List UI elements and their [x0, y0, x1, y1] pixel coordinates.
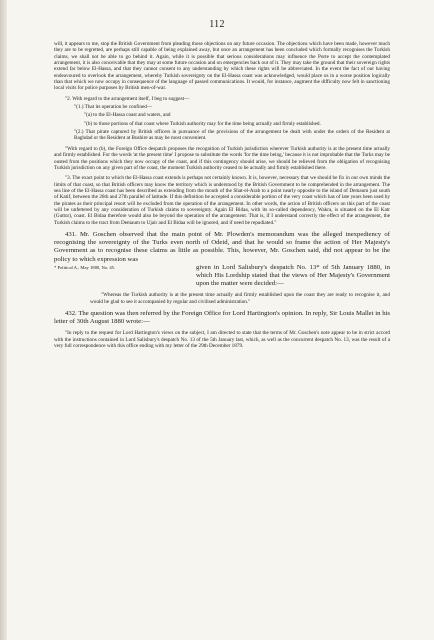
list-item-2: "(2.) That pirate captured by British officers in pursuance of the provisions of the arrangement be dealt with under the orders of the Resident at Baghdad or the Resident at Bushire as may be most convenient. [74, 129, 390, 142]
page-binding-shadow [0, 0, 7, 640]
footnote-reference: * Political A., May 1880, No. 45. [54, 264, 116, 270]
paragraph-431-continued: given in Lord Salisbury's despatch No. 13* of 5th January 1880, in which His Lordship stated that the views of Her Majesty's Government upon the matter were decided:— [196, 263, 390, 288]
page-number: 112 [209, 19, 225, 30]
list-item-b: "(b) to those portions of that coast where Turkish authority may for the time being actually and firmly established. [84, 120, 321, 127]
paragraph-431: 431. Mr. Goschen observed that the main point of Mr. Plowden's memorandum was the alleged inexpediency of recognising the sovereignty of the Turks even north of Odeid, and that he would so frame the action of Her Majesty's Government as to recognise these claims as little as possible. This, however, Mr. Goschen said, did not appear to be the policy to which expression was [54, 230, 390, 263]
paragraph-431-continued-row [54, 264, 390, 289]
list-item-1: "(1.) That its operation be confined— [74, 104, 153, 111]
paragraph-2: "2. With regard to the arrangement itself, I beg to suggest— [65, 95, 190, 102]
paragraph-foreign-office: "With regard to (b), the Foreign Office despatch proposes the recognition of Turkish jurisdiction wherever Turkish authority is at the present time actually and firmly established. For the words 'at the present time' I propose to substitute the words 'for the time being,' because it is not improbable that the Turks may be ousted from the positions which they now occupy of the coast, and if this contingency should arise, we should be relieved from the obligation of recognising Turkish jurisdiction on any given part of the coast, the moment Turkish authority ceased to be actually and firmly established there. [54, 145, 390, 171]
paragraph-432: 432. The question was then referred by the Foreign Office for Lord Hartington's opinion. In reply, Sir Louis Mallet in his letter of 30th August 1880 wrote:— [54, 310, 390, 326]
document-body [54, 41, 390, 349]
quote-431: "Whereas the Turkish authority is at the present time actually and firmly established upon the coast they are ready to recognise it, and would be glad to see it accompanied by regular and civilised administration." [90, 292, 390, 305]
list-item-a: "(a) to the El-Hassa coast and waters, and [84, 112, 171, 119]
paragraph-opening: will, it appears to me, stop the British Government from pleading those objections on any future occasion. The objections which have been made, however much they are to be regretted, are perhaps still capable of being explained away, but once an arrangement has been concluded which formally recognises the Turkish claims, we shall not be able to go behind it. Again, while it is possible that serious considerations may influence the Porte to accept the contemplated arrangement, it is also conceivable that they may at some future occasion and on emergencies back out of it. They may take the ground that their sovereign rights extend far below El-Hassa, and that they cannot consent to any understanding by which these rights will be abbreviated. In the event the fact of our having endeavoured to overlook the arrangement, whereby Turkish sovereignty on the El-Hassa coast was acknowledged, would place us in a worse position logically than that which we now occupy in consequence of the language of passed communications. It would, for instance, augment the difficulty now felt in sanctioning local visits for police purposes by British men-of-war. [54, 41, 390, 92]
paragraph-3: "3. The exact point to which the El-Hassa coast extends is perhaps not certainly known. It is, however, necessary that we should be fix in our own minds the limits of that coast, so that British officers may know the territory which is understood by the British Government to be comprehended in the arrangement. The sea line of the El-Hassa coast has been described as extending from the mouth of the Shat-el-Arab to a point nearly opposite to the island of Demaum just south of Katif, between the 26th and 27th parallel of latitude. If this definition be accepted a considerable portion of the very coast which has of late years been used by the pirates as their principal resort will be excluded from the operation of the arrangement. In other words, the action of British officers on this part of the coast will be unfettered by any consideration of Turkish claims to sovereignty. Again El Bidaa, with its so-called dependency, Wakra, is situated on the El Katr (Guttur), coast. El Bidaa therefore would also be beyond the operation of the arrangement. That is, if I understand correctly the effect of the arrangement, the Turkish claims to the tract from Demaum to Ujair and El Bidaa will be ignored, and if need be repudiated." [54, 175, 390, 226]
quote-432: "In reply to the request for Lord Hartington's views on the subject, I am directed to state that the terms of Mr. Goschen's note appear to be in strict accord with the instructions contained in Lord Salisbury's despatch No. 13 of the 5th January last, which, as well as the concurrent despatch No. 13, was the result of a very full correspondence with this office ending with my letter of the 29th December 1879. [54, 330, 390, 350]
